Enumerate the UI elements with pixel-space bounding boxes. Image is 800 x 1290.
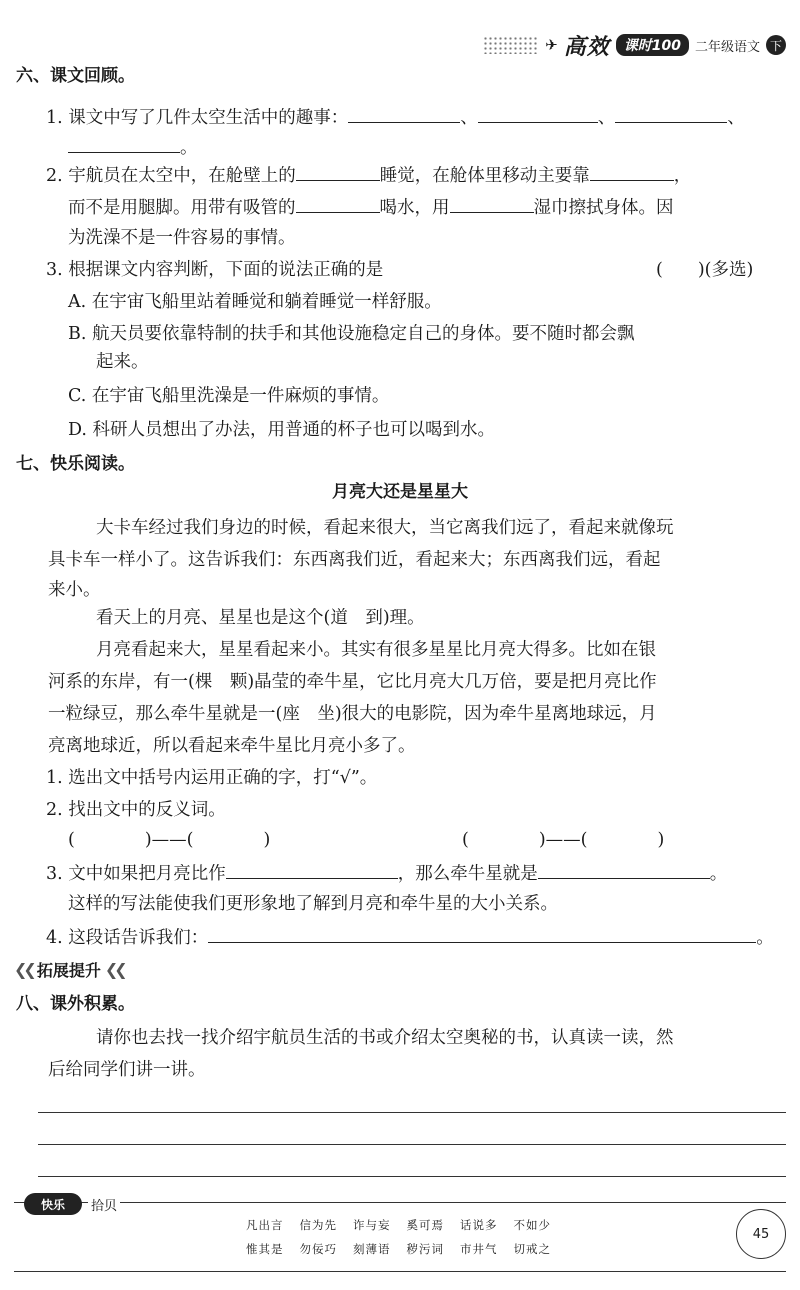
s6-q3-stem: 3. 根据课文内容判断，下面的说法正确的是 bbox=[46, 260, 384, 280]
s6-q3-option-d: D. 科研人员想出了办法，用普通的杯子也可以喝到水。 bbox=[68, 420, 496, 440]
answer-blank[interactable] bbox=[615, 104, 727, 123]
writing-line[interactable] bbox=[38, 1144, 786, 1145]
dot-pattern-decoration bbox=[483, 36, 539, 54]
answer-blank[interactable] bbox=[478, 104, 598, 123]
chevron-left-icon: ❮❮ bbox=[14, 960, 33, 979]
footer-proverb-line1: 凡出言 信为先 诈与妄 奚可焉 话说多 不如少 bbox=[246, 1218, 551, 1232]
page-header bbox=[483, 30, 786, 60]
section8-heading: 八、课外积累。 bbox=[16, 994, 135, 1014]
brand-title: 高效 bbox=[563, 34, 610, 60]
writing-line[interactable] bbox=[38, 1176, 786, 1177]
section7-heading: 七、快乐阅读。 bbox=[16, 454, 135, 474]
reading-title: 月亮大还是星星大 bbox=[332, 482, 468, 502]
s6-q3-option-a: A. 在宇宙飞船里站着睡觉和躺着睡觉一样舒服。 bbox=[68, 292, 442, 312]
s6-q3-answer-paren[interactable]: ( )(多选) bbox=[656, 260, 754, 280]
s7-q2: 2. 找出文中的反义词。 bbox=[46, 800, 226, 820]
reading-para1-line1: 大卡车经过我们身边的时候，看起来很大，当它离我们远了，看起来就像玩 bbox=[96, 518, 674, 538]
s7-q1: 1. 选出文中括号内运用正确的字，打“√”。 bbox=[46, 768, 378, 788]
s6-q2-line1: 2. 宇航员在太空中，在舱壁上的 睡觉，在舱体里移动主要靠 ， bbox=[46, 162, 691, 188]
chevron-left-icon: ❮❮ bbox=[104, 960, 124, 979]
reading-para1-line3: 来小。 bbox=[48, 580, 101, 600]
s8-para-line2: 后给同学们讲一讲。 bbox=[48, 1060, 206, 1080]
answer-blank[interactable] bbox=[590, 162, 674, 181]
reading-para2: 看天上的月亮、星星也是这个(道 到)理。 bbox=[96, 608, 425, 628]
answer-blank[interactable] bbox=[68, 134, 180, 153]
s6-q3-option-c: C. 在宇宙飞船里洗澡是一件麻烦的事情。 bbox=[68, 386, 390, 406]
answer-blank[interactable] bbox=[296, 194, 380, 213]
page-number: 45 bbox=[736, 1209, 786, 1259]
brand-pill: 课时100 bbox=[616, 34, 689, 56]
answer-blank[interactable] bbox=[226, 860, 398, 879]
banner-label: 拓展提升 bbox=[36, 961, 101, 980]
s6-q2-line3: 为洗澡不是一件容易的事情。 bbox=[68, 228, 296, 248]
reading-para1-line2: 具卡车一样小了。这告诉我们：东西离我们近，看起来大；东西离我们远，看起 bbox=[48, 550, 661, 570]
reading-para3-line4: 亮离地球近，所以看起来牵牛星比月亮小多了。 bbox=[48, 736, 416, 756]
footer-badge-text: 拾贝 bbox=[88, 1195, 120, 1214]
footer-proverb-line2: 惟其是 勿佞巧 刻薄语 秽污词 市井气 切戒之 bbox=[246, 1242, 551, 1256]
s6-q3-option-b: B. 航天员要依靠特制的扶手和其他设施稳定自己的身体。要不随时都会飘 bbox=[68, 324, 635, 344]
rocket-icon: ✈ bbox=[545, 36, 558, 54]
reading-para3-line2: 河系的东岸，有一(棵 颗)晶莹的牵牛星，它比月亮大几万倍，要是把月亮比作 bbox=[48, 672, 657, 692]
volume-badge: 下 bbox=[766, 35, 786, 55]
answer-blank[interactable] bbox=[450, 194, 534, 213]
extension-banner bbox=[14, 958, 124, 981]
s6-q3-option-b-cont: 起来。 bbox=[96, 352, 149, 372]
antonym-pair-2[interactable]: ( )——( ) bbox=[462, 830, 665, 850]
footer-badge: 快乐 bbox=[24, 1193, 82, 1215]
answer-blank[interactable] bbox=[208, 924, 756, 943]
s8-para-line1: 请你也去找一找介绍宇航员生活的书或介绍太空奥秘的书，认真读一读，然 bbox=[96, 1028, 674, 1048]
s7-q3: 3. 文中如果把月亮比作 ，那么牵牛星就是 。 bbox=[46, 860, 727, 886]
answer-blank[interactable] bbox=[296, 162, 380, 181]
writing-line[interactable] bbox=[38, 1112, 786, 1113]
footer-box bbox=[14, 1197, 786, 1272]
s6-q1: 1. 课文中写了几件太空生活中的趣事： 、 、 、 bbox=[46, 104, 745, 130]
antonym-pair-1[interactable]: ( )——( ) bbox=[68, 830, 271, 850]
reading-para3-line3: 一粒绿豆，那么牵牛星就是一(座 坐)很大的电影院，因为牵牛星离地球远，月 bbox=[48, 704, 657, 724]
grade-label: 二年级语文 bbox=[694, 39, 760, 55]
s7-q4: 4. 这段话告诉我们： 。 bbox=[46, 924, 774, 950]
answer-blank[interactable] bbox=[348, 104, 460, 123]
section6-heading: 六、课文回顾。 bbox=[16, 66, 135, 86]
s6-q2-line2: 而不是用腿脚。用带有吸管的 喝水，用 湿巾擦拭身体。因 bbox=[68, 194, 674, 220]
s7-q3-line2: 这样的写法能使我们更形象地了解到月亮和牵牛星的大小关系。 bbox=[68, 894, 558, 914]
reading-para3-line1: 月亮看起来大，星星看起来小。其实有很多星星比月亮大得多。比如在银 bbox=[96, 640, 656, 660]
s6-q1-cont: 。 bbox=[68, 134, 198, 160]
answer-blank[interactable] bbox=[538, 860, 710, 879]
